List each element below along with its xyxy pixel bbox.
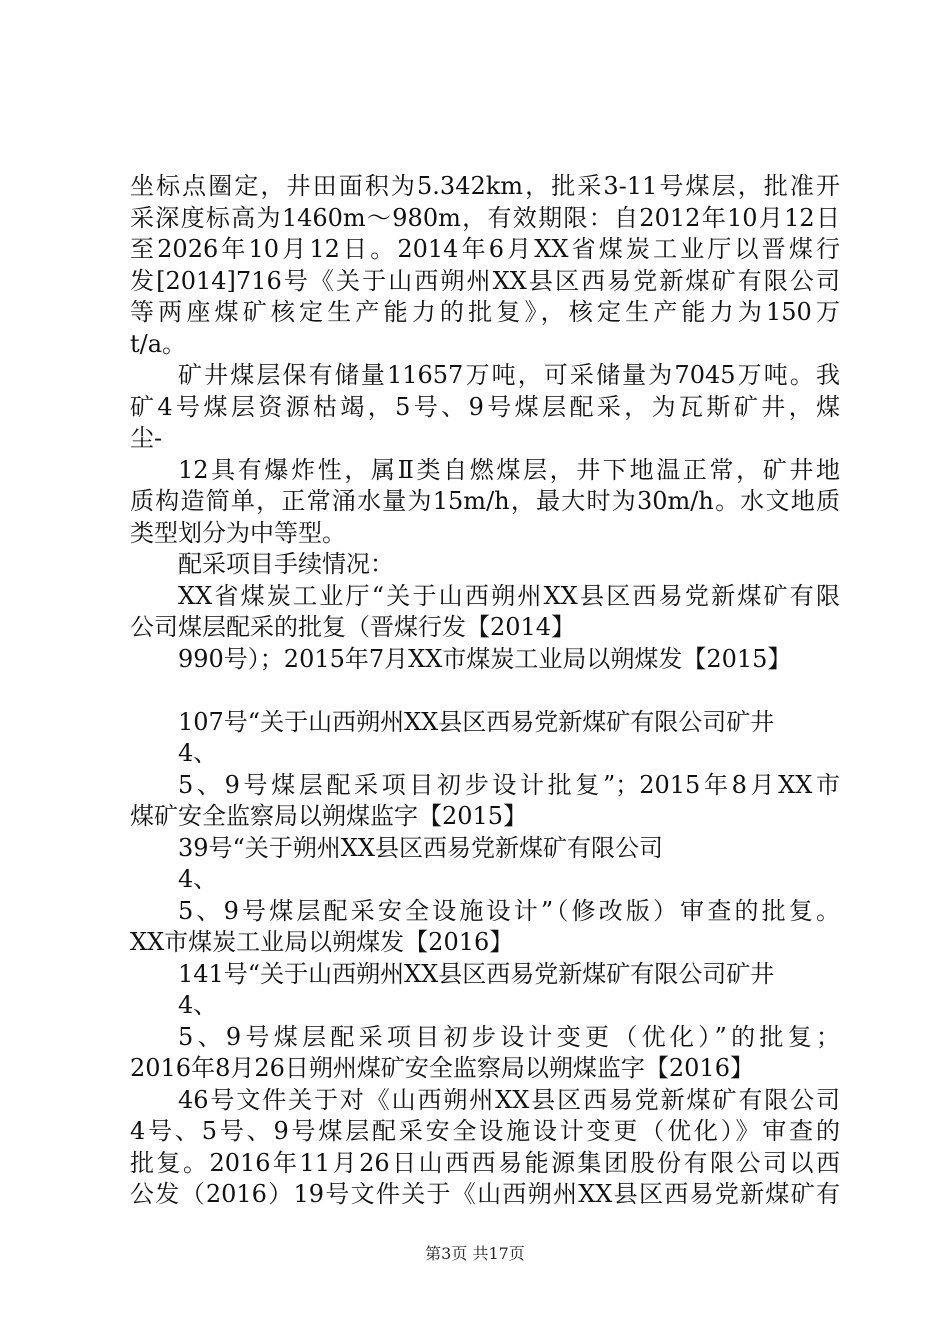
body-line: 矿4号煤层资源枯竭，5号、9号煤层配采，为瓦斯矿井，煤	[130, 392, 840, 421]
document-body	[130, 171, 840, 1211]
body-line: 990号）；2015年7月XX市煤炭工业局以朔煤发【2015】	[178, 644, 792, 673]
body-line: 4号、5号、9号煤层配采安全设施设计变更（优化）》审查的	[130, 1117, 840, 1145]
body-line: 配采项目手续情况：	[178, 550, 394, 578]
body-line: 至2026年10月12日。2014年6月XX省煤炭工业厅以晋煤行	[130, 235, 840, 263]
body-line: 2016年8月26日朔州煤矿安全监察局以朔煤监字【2016】	[130, 1054, 754, 1082]
body-line: 5、9号煤层配采项目初步设计变更（优化）”的批复；	[178, 1022, 840, 1051]
body-line: 发[2014]716号《关于山西朔州XX县区西易党新煤矿有限公司	[130, 266, 840, 295]
body-line: 煤矿安全监察局以朔煤监字【2015】	[130, 802, 528, 830]
body-line: 12具有爆炸性，属Ⅱ类自燃煤层，井下地温正常，矿井地	[178, 455, 840, 484]
body-line: 等两座煤矿核定生产能力的批复》，核定生产能力为150万	[130, 298, 840, 326]
body-line: 46号文件关于对《山西朔州XX县区西易党新煤矿有限公司	[178, 1085, 840, 1114]
body-line: 141号“关于山西朔州XX县区西易党新煤矿有限公司矿井	[178, 959, 775, 988]
body-line: 39号“关于朔州XX县区西易党新煤矿有限公司	[178, 833, 663, 862]
body-line: 107号“关于山西朔州XX县区西易党新煤矿有限公司矿井	[178, 707, 775, 736]
body-line: 4、	[178, 739, 218, 767]
body-line: XX市煤炭工业局以朔煤发【2016】	[130, 928, 514, 956]
body-line: 坐标点圈定，井田面积为5.342km，批采3-11号煤层，批准开	[130, 172, 840, 200]
body-line	[130, 675, 840, 707]
body-line: 4、	[178, 991, 218, 1019]
body-line: 批复。2016年11月26日山西西易能源集团股份有限公司以西	[130, 1148, 840, 1177]
body-line: 公司煤层配采的批复（晋煤行发【2014】	[130, 613, 576, 641]
body-line: 质构造简单，正常涌水量为15m/h，最大时为30m/h。水文地质	[130, 487, 840, 515]
body-line: 类型划分为中等型。	[130, 518, 346, 547]
body-line: 5、9号煤层配采项目初步设计批复”；2015年8月XX市	[178, 770, 840, 799]
page-footer: 第3页 共17页	[425, 1244, 525, 1263]
body-line: XX省煤炭工业厅“关于山西朔州XX县区西易党新煤矿有限	[178, 581, 840, 610]
body-line: 尘-	[130, 424, 163, 452]
body-line: 采深度标高为1460m～980m，有效期限：自2012年10月12日	[130, 203, 840, 232]
body-line: 4、	[178, 865, 218, 893]
body-line: t/a。	[130, 329, 187, 358]
body-line: 5、9号煤层配采安全设施设计”（修改版）审查的批复。	[178, 896, 840, 925]
body-line: 公发（2016）19号文件关于《山西朔州XX县区西易党新煤矿有	[130, 1180, 840, 1208]
body-line: 矿井煤层保有储量11657万吨，可采储量为7045万吨。我	[178, 361, 840, 389]
